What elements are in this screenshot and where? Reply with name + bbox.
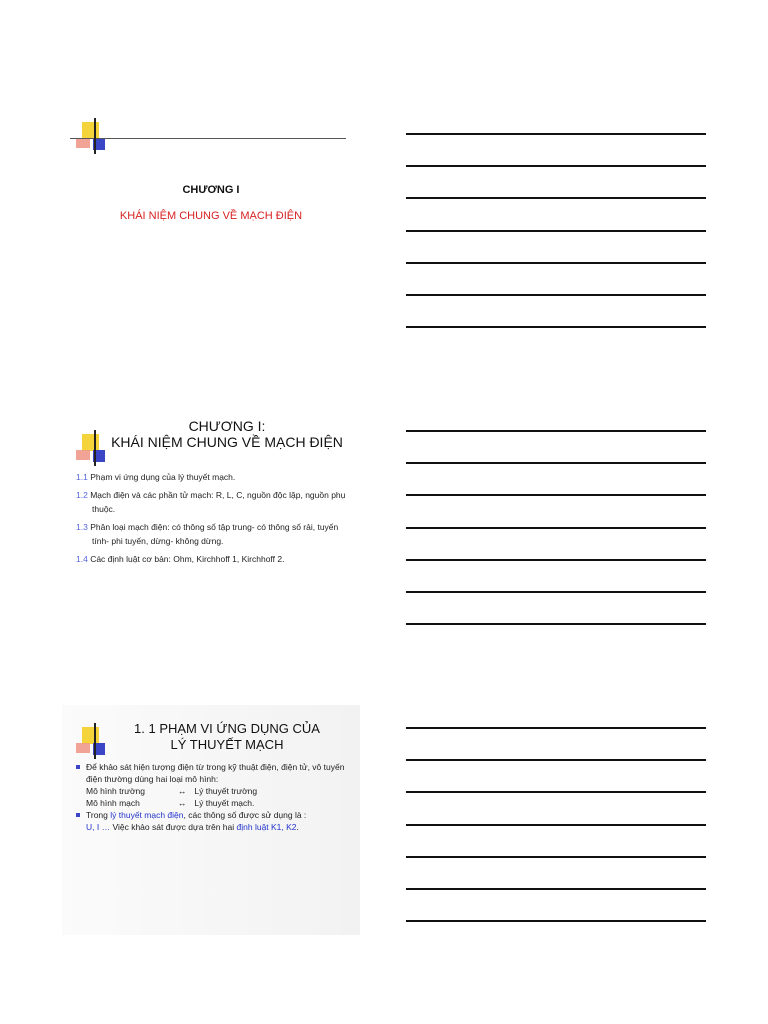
- list-item: 1.2 Mạch điện và các phần tử mạch: R, L, C, nguồn độc lập, nguồn phụ thuộc.: [76, 490, 346, 514]
- slide-body: [76, 761, 360, 833]
- list-item: 1.1 Phạm vi ứng dụng của lý thuyết mạch.: [76, 472, 236, 482]
- outline-list: [76, 470, 352, 570]
- bullet-icon: [76, 813, 80, 817]
- slide-logo-icon: [70, 118, 370, 158]
- slide-3: [62, 705, 360, 935]
- model-row: Mô hình trường ↔ Lý thuyết trường: [86, 786, 258, 796]
- slide-2: [62, 408, 360, 638]
- slide-1: [62, 112, 360, 342]
- chapter-subtitle: KHÁI NIỆM CHUNG VỀ MẠCH ĐIỆN: [119, 210, 303, 222]
- list-item: 1.3 Phân loại mạch điện: có thông số tập trung- có thông số rải, tuyến tính- phi tuyến, dừng- không dừng.: [76, 522, 339, 546]
- model-row: Mô hình mạch ↔ Lý thuyết mạch.: [86, 798, 255, 808]
- bullet-icon: [76, 765, 80, 769]
- chapter-title: CHƯƠNG I: [182, 184, 240, 196]
- slide-heading: 1. 1 PHẠM VI ỨNG DỤNG CỦA LÝ THUYẾT MẠCH: [134, 721, 320, 752]
- list-item: 1.4 Các định luật cơ bản: Ohm, Kirchhoff 1, Kirchhoff 2.: [76, 554, 285, 564]
- bullet-paragraph: Để khảo sát hiện tượng điện từ trong kỹ thuật điện, điện tử, vô tuyến điện thường dùng hai loại mô hình:: [76, 761, 360, 785]
- slide-heading: CHƯƠNG I: KHÁI NIỆM CHUNG VỀ MẠCH ĐIỆN: [111, 418, 343, 450]
- bullet-paragraph: Trong lý thuyết mạch điện, các thông số được sử dụng là : U, I … Việc khảo sát được dựa trên hai định luật K1, K2.: [76, 809, 360, 833]
